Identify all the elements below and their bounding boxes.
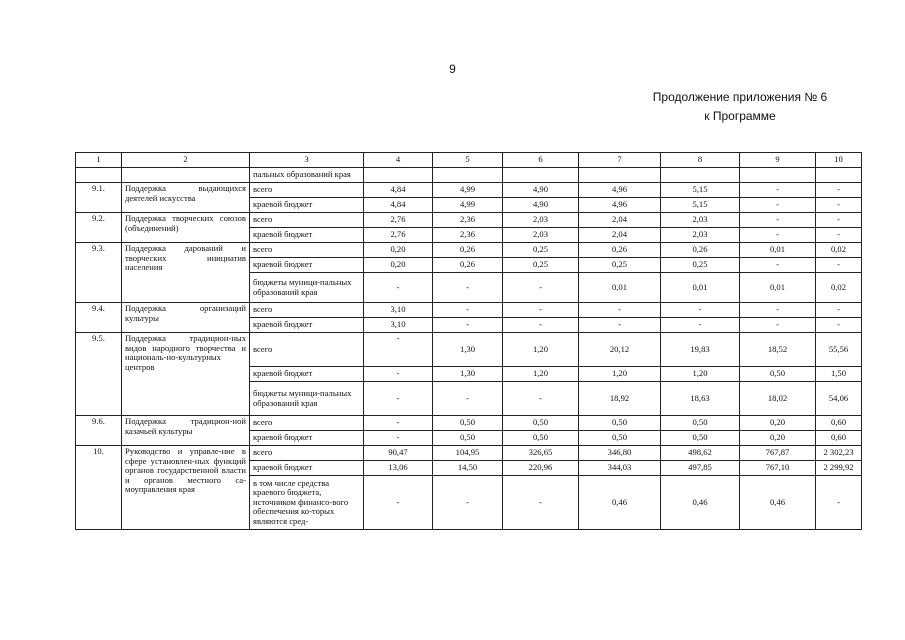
value-cell: 4,90 <box>503 183 579 198</box>
value-cell: - <box>579 303 661 318</box>
value-cell: - <box>740 258 816 273</box>
value-cell: - <box>433 476 503 530</box>
value-cell: 344,03 <box>579 461 661 476</box>
value-cell: 90,47 <box>364 446 433 461</box>
value-cell: - <box>816 228 862 243</box>
table-row <box>76 213 862 228</box>
value-cell: 18,92 <box>579 382 661 416</box>
value-cell: 0,46 <box>579 476 661 530</box>
value-cell: 1,50 <box>816 367 862 382</box>
value-cell: 0,46 <box>740 476 816 530</box>
value-cell: 0,02 <box>816 243 862 258</box>
value-cell: 0,50 <box>661 416 740 431</box>
value-cell: 0,01 <box>740 243 816 258</box>
value-cell: 1,30 <box>433 367 503 382</box>
value-cell: - <box>740 303 816 318</box>
column-header: 8 <box>661 153 740 168</box>
value-cell: 0,01 <box>740 273 816 303</box>
value-cell: 767,10 <box>740 461 816 476</box>
value-cell: - <box>740 318 816 333</box>
table-row <box>76 416 862 431</box>
funding-source-cell: всего <box>250 243 364 258</box>
value-cell: 2,03 <box>661 228 740 243</box>
value-cell: 54,06 <box>816 382 862 416</box>
value-cell: 0,50 <box>433 431 503 446</box>
table-row <box>76 303 862 318</box>
funding-source-cell: всего <box>250 416 364 431</box>
value-cell: 2 299,92 <box>816 461 862 476</box>
value-cell: 5,15 <box>661 183 740 198</box>
continuation-line-1: Продолжение приложения № 6 <box>652 90 828 104</box>
column-header: 3 <box>250 153 364 168</box>
value-cell: 0,60 <box>816 416 862 431</box>
value-cell: 0,50 <box>579 431 661 446</box>
value-cell: 2 302,23 <box>816 446 862 461</box>
row-number-cell: 9.5. <box>76 333 122 416</box>
row-number-cell: 9.3. <box>76 243 122 303</box>
value-cell: 0,20 <box>740 431 816 446</box>
value-cell: 0,25 <box>503 243 579 258</box>
activity-name-cell <box>122 168 250 183</box>
funding-source-cell: краевой бюджет <box>250 461 364 476</box>
value-cell: 1,30 <box>433 333 503 367</box>
value-cell: 346,80 <box>579 446 661 461</box>
funding-source-cell: краевой бюджет <box>250 198 364 213</box>
value-cell: 4,90 <box>503 198 579 213</box>
row-number-cell: 9.4. <box>76 303 122 333</box>
funding-source-cell: краевой бюджет <box>250 431 364 446</box>
value-cell: 4,99 <box>433 198 503 213</box>
funding-source-cell: в том числе средства краевого бюджета, источником финансо-вого обеспечения ко-торых являются сред- <box>250 476 364 530</box>
value-cell: 0,25 <box>661 258 740 273</box>
table-row <box>76 446 862 461</box>
table-row <box>76 183 862 198</box>
table-row <box>76 168 862 183</box>
value-cell: 0,26 <box>433 243 503 258</box>
value-cell: 0,01 <box>661 273 740 303</box>
value-cell: 13,06 <box>364 461 433 476</box>
value-cell: 4,99 <box>433 183 503 198</box>
activity-name-cell: Поддержка творческих союзов (объединений) <box>122 213 250 243</box>
table-row <box>76 243 862 258</box>
funding-source-cell: бюджеты муници-пальных образований края <box>250 273 364 303</box>
funding-source-cell: всего <box>250 446 364 461</box>
column-header: 1 <box>76 153 122 168</box>
value-cell: 2,04 <box>579 228 661 243</box>
value-cell: 55,56 <box>816 333 862 367</box>
value-cell: - <box>816 213 862 228</box>
value-cell: 2,76 <box>364 213 433 228</box>
value-cell: 2,36 <box>433 213 503 228</box>
value-cell: 326,65 <box>503 446 579 461</box>
value-cell: 497,85 <box>661 461 740 476</box>
value-cell: - <box>740 228 816 243</box>
value-cell: 3,10 <box>364 318 433 333</box>
value-cell: - <box>503 318 579 333</box>
value-cell: 4,84 <box>364 198 433 213</box>
value-cell: - <box>364 273 433 303</box>
value-cell: - <box>433 273 503 303</box>
value-cell: - <box>433 303 503 318</box>
row-number-cell: 10. <box>76 446 122 530</box>
value-cell: 104,95 <box>433 446 503 461</box>
value-cell: 0,60 <box>816 431 862 446</box>
funding-source-cell: всего <box>250 213 364 228</box>
value-cell: 0,50 <box>503 416 579 431</box>
value-cell: 0,26 <box>579 243 661 258</box>
value-cell: 0,50 <box>740 367 816 382</box>
row-number-cell: 9.1. <box>76 183 122 213</box>
column-header: 2 <box>122 153 250 168</box>
value-cell: 20,12 <box>579 333 661 367</box>
budget-table <box>75 152 862 530</box>
row-number-cell: 9.6. <box>76 416 122 446</box>
page-number: 9 <box>449 62 456 76</box>
value-cell: 18,63 <box>661 382 740 416</box>
activity-name-cell: Поддержка традицион-ной казачьей культуры <box>122 416 250 446</box>
value-cell: 2,03 <box>661 213 740 228</box>
column-header: 4 <box>364 153 433 168</box>
value-cell: 2,36 <box>433 228 503 243</box>
funding-source-cell: краевой бюджет <box>250 228 364 243</box>
value-cell: - <box>503 382 579 416</box>
value-cell: - <box>503 303 579 318</box>
value-cell: 2,03 <box>503 228 579 243</box>
value-cell <box>816 168 862 183</box>
activity-name-cell: Поддержка выдающихся деятелей искусства <box>122 183 250 213</box>
value-cell: - <box>661 318 740 333</box>
activity-name-cell: Поддержка организаций культуры <box>122 303 250 333</box>
value-cell: - <box>364 476 433 530</box>
funding-source-cell: краевой бюджет <box>250 367 364 382</box>
value-cell: 3,10 <box>364 303 433 318</box>
value-cell: 0,20 <box>364 258 433 273</box>
value-cell: 4,96 <box>579 183 661 198</box>
value-cell: 2,03 <box>503 213 579 228</box>
value-cell: 0,02 <box>816 273 862 303</box>
value-cell: - <box>364 416 433 431</box>
value-cell: - <box>433 318 503 333</box>
value-cell: 0,01 <box>579 273 661 303</box>
value-cell <box>503 168 579 183</box>
value-cell: 0,26 <box>661 243 740 258</box>
value-cell: - <box>816 183 862 198</box>
column-number-header-row <box>76 153 862 168</box>
value-cell: - <box>364 367 433 382</box>
funding-source-cell: краевой бюджет <box>250 258 364 273</box>
column-header: 7 <box>579 153 661 168</box>
row-number-cell: 9.2. <box>76 213 122 243</box>
row-number-cell <box>76 168 122 183</box>
activity-name-cell: Поддержка традицион-ных видов народного творчества и националь-но-культурных центров <box>122 333 250 416</box>
value-cell: - <box>816 318 862 333</box>
value-cell: 0,26 <box>433 258 503 273</box>
column-header: 10 <box>816 153 862 168</box>
value-cell: - <box>740 183 816 198</box>
value-cell: 4,84 <box>364 183 433 198</box>
value-cell: 1,20 <box>661 367 740 382</box>
column-header: 5 <box>433 153 503 168</box>
value-cell: 0,20 <box>364 243 433 258</box>
funding-source-cell: всего <box>250 183 364 198</box>
funding-source-cell: бюджеты муници-пальных образований края <box>250 382 364 416</box>
value-cell <box>433 168 503 183</box>
column-header: 9 <box>740 153 816 168</box>
value-cell: 0,50 <box>433 416 503 431</box>
value-cell: 0,50 <box>503 431 579 446</box>
value-cell: - <box>740 213 816 228</box>
value-cell: 0,25 <box>579 258 661 273</box>
column-header: 6 <box>503 153 579 168</box>
activity-name-cell: Поддержка дарований и творческих инициатив населения <box>122 243 250 303</box>
funding-source-cell: всего <box>250 303 364 318</box>
value-cell: 2,76 <box>364 228 433 243</box>
value-cell: 14,50 <box>433 461 503 476</box>
value-cell: - <box>364 431 433 446</box>
value-cell: - <box>816 476 862 530</box>
value-cell: 220,96 <box>503 461 579 476</box>
funding-source-cell: краевой бюджет <box>250 318 364 333</box>
value-cell: 0,50 <box>661 431 740 446</box>
value-cell: 0,20 <box>740 416 816 431</box>
appendix-continuation-note <box>620 88 860 126</box>
value-cell <box>740 168 816 183</box>
value-cell: - <box>364 382 433 416</box>
continuation-line-2: к Программе <box>704 109 776 123</box>
value-cell: - <box>816 258 862 273</box>
value-cell: 767,87 <box>740 446 816 461</box>
value-cell: - <box>579 318 661 333</box>
value-cell: - <box>503 476 579 530</box>
value-cell: 18,52 <box>740 333 816 367</box>
value-cell: - <box>816 198 862 213</box>
value-cell: - <box>433 382 503 416</box>
table-row <box>76 333 862 367</box>
value-cell: 19,83 <box>661 333 740 367</box>
value-cell: 1,20 <box>503 367 579 382</box>
value-cell: - <box>740 198 816 213</box>
funding-source-cell: всего <box>250 333 364 367</box>
value-cell <box>579 168 661 183</box>
value-cell: - <box>661 303 740 318</box>
value-cell: 2,04 <box>579 213 661 228</box>
value-cell <box>364 168 433 183</box>
value-cell: 4,96 <box>579 198 661 213</box>
value-cell: - <box>503 273 579 303</box>
value-cell: 0,46 <box>661 476 740 530</box>
value-cell: 18,02 <box>740 382 816 416</box>
value-cell: 5,15 <box>661 198 740 213</box>
funding-source-cell: пальных образований края <box>250 168 364 183</box>
activity-name-cell: Руководство и управле-ние в сфере установлен-ных функций органов государственной власти и органов местного са-моуправления края <box>122 446 250 530</box>
value-cell: 498,62 <box>661 446 740 461</box>
value-cell: 1,20 <box>503 333 579 367</box>
value-cell: - <box>364 333 433 367</box>
value-cell: - <box>816 303 862 318</box>
value-cell: 1,20 <box>579 367 661 382</box>
value-cell: 0,50 <box>579 416 661 431</box>
value-cell <box>661 168 740 183</box>
value-cell: 0,25 <box>503 258 579 273</box>
